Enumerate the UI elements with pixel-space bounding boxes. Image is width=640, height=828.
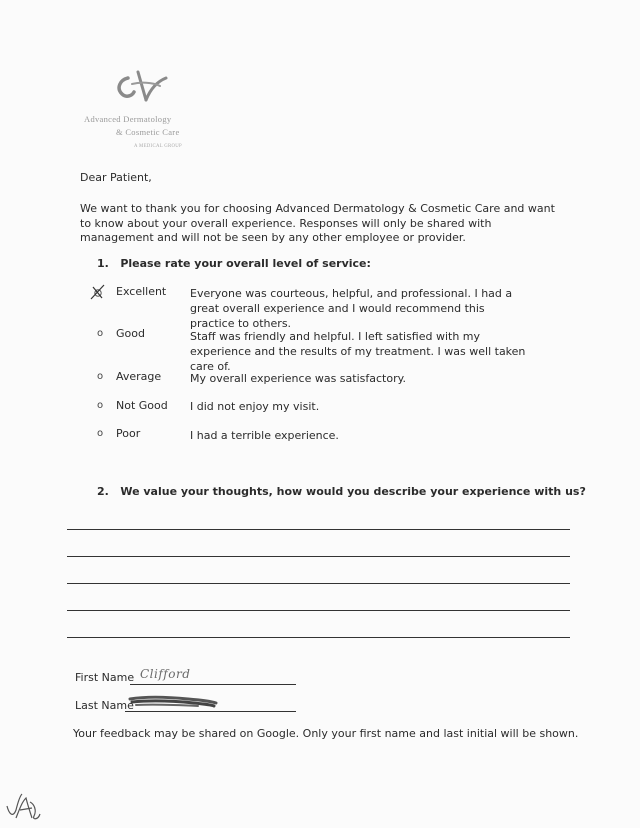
comment-line[interactable] xyxy=(67,637,570,638)
comment-line[interactable] xyxy=(67,529,570,530)
radio-bullet-icon: o xyxy=(97,328,104,339)
option-label-average: Average xyxy=(116,370,162,383)
question-1-text: Please rate your overall level of service: xyxy=(120,257,371,270)
logo-line-1: Advanced Dermatology xyxy=(84,114,172,124)
redaction-scribble xyxy=(128,693,218,711)
option-label-good: Good xyxy=(116,327,145,340)
greeting: Dear Patient, xyxy=(80,171,152,184)
option-desc-good: Staff was friendly and helpful. I left satisfied with my experience and the results of my treatment. I was well taken care of. xyxy=(190,330,526,373)
logo-mark-icon xyxy=(112,70,172,112)
radio-bullet-icon: o xyxy=(97,371,104,382)
question-2-number: 2. xyxy=(97,485,109,498)
footer-note: Your feedback may be shared on Google. Only your first name and last initial will be shown. xyxy=(73,727,579,740)
radio-bullet-icon: o xyxy=(97,428,104,439)
option-label-poor: Poor xyxy=(116,427,141,440)
first-name-field[interactable] xyxy=(130,684,296,685)
option-desc-not-good: I did not enjoy my visit. xyxy=(190,400,320,413)
checked-mark-icon xyxy=(88,282,108,302)
option-label-excellent: Excellent xyxy=(116,285,167,298)
option-label-not-good: Not Good xyxy=(116,399,168,412)
comment-line[interactable] xyxy=(67,556,570,557)
comment-line[interactable] xyxy=(67,610,570,611)
question-2 xyxy=(97,485,586,498)
question-1-number: 1. xyxy=(97,257,109,270)
intro-paragraph: We want to thank you for choosing Advanced Dermatology & Cosmetic Care and want to know about your overall experience. Responses will only be shared with management and will not be seen by any other employee or provider. xyxy=(80,202,555,244)
practice-logo xyxy=(82,70,212,160)
logo-line-2: & Cosmetic Care xyxy=(116,127,180,137)
handwritten-initials xyxy=(4,788,44,824)
first-name-handwritten: Clifford xyxy=(140,667,191,681)
radio-bullet-icon: o xyxy=(97,400,104,411)
last-name-field[interactable] xyxy=(125,711,296,712)
last-name-label: Last Name xyxy=(75,699,134,712)
option-desc-poor: I had a terrible experience. xyxy=(190,429,339,442)
first-name-label: First Name xyxy=(75,671,135,684)
logo-line-3: A MEDICAL GROUP xyxy=(134,144,183,149)
option-desc-excellent: Everyone was courteous, helpful, and professional. I had a great overall experience and I would recommend this practice to others. xyxy=(190,287,513,330)
comment-line[interactable] xyxy=(67,583,570,584)
option-desc-average: My overall experience was satisfactory. xyxy=(190,372,407,385)
question-2-text: We value your thoughts, how would you describe your experience with us? xyxy=(120,485,586,498)
question-1 xyxy=(97,257,371,270)
